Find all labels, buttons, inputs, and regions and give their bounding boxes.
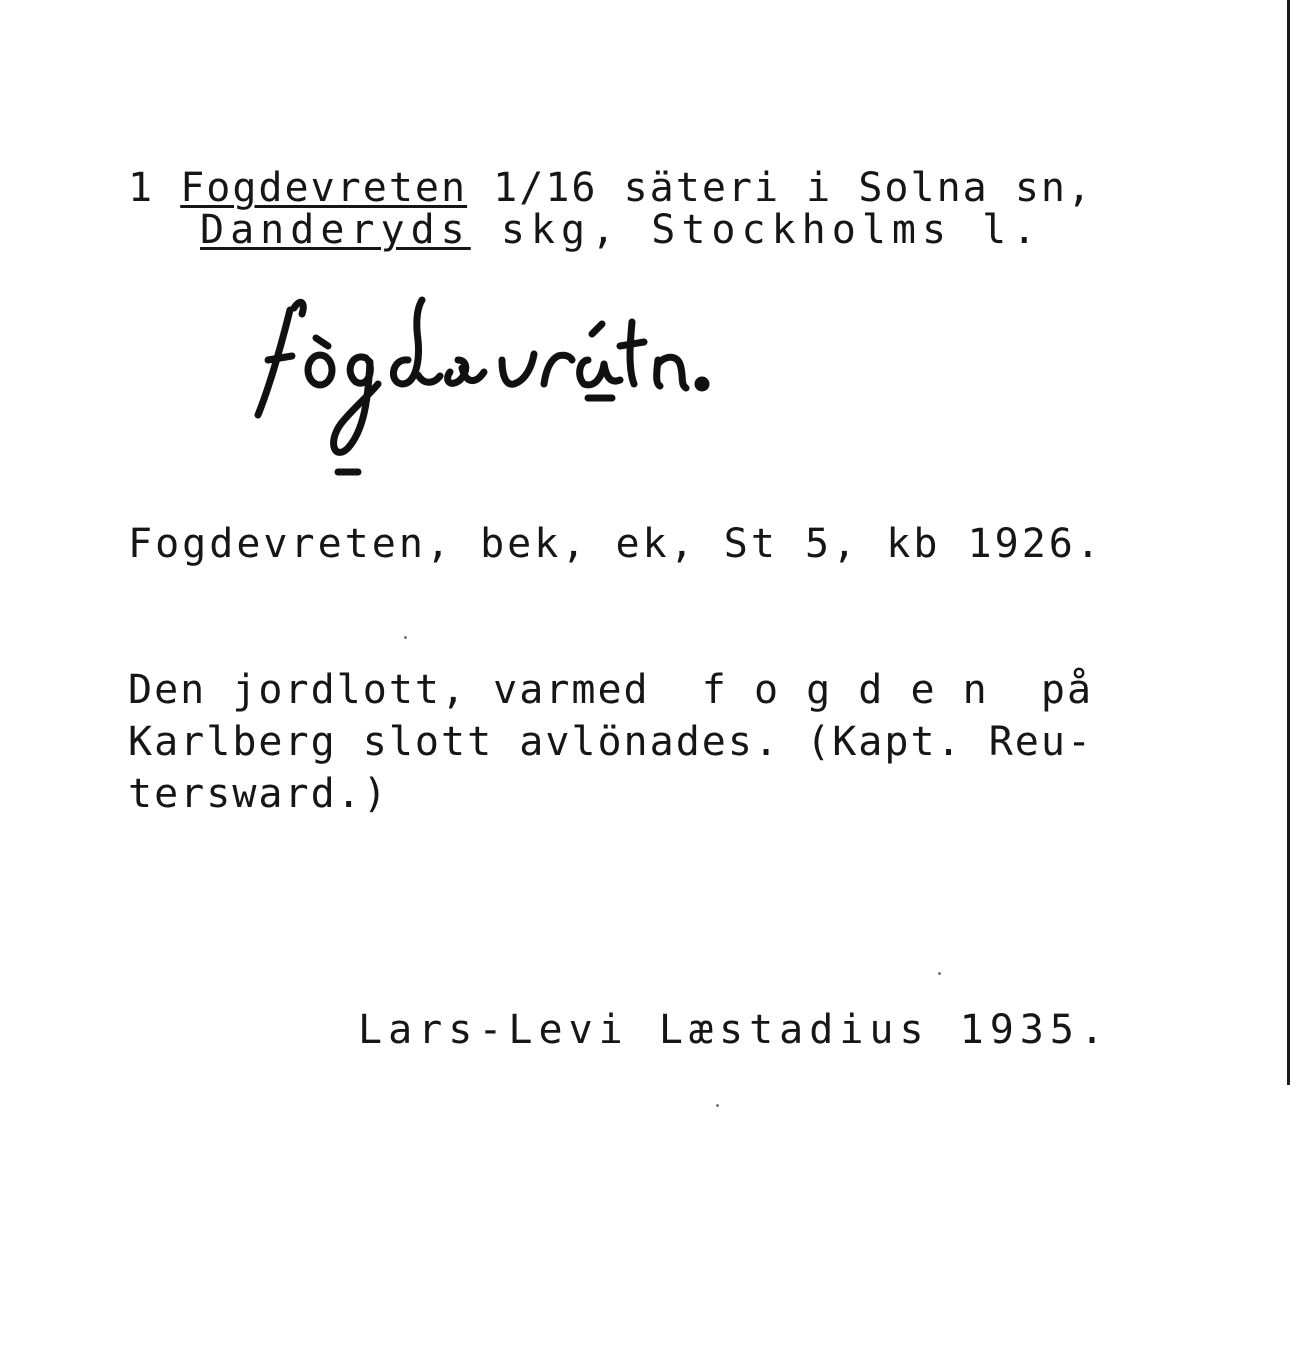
entry-number: 1 [128,165,155,211]
ink-speck [716,1104,719,1107]
parish-name: Danderyds [200,207,471,253]
heading-line-2-rest: skg, Stockholms l. [470,207,1043,253]
heading-line-1-rest: 1/16 säteri i Solna sn, [467,165,1094,211]
ink-speck [938,972,941,975]
explanation-line-3: tersward.) [128,771,389,817]
card-edge [1287,0,1290,1085]
explanation-line-2: Karlberg slott avlönades. (Kapt. Reu- [128,719,1094,765]
heading-line-2 [200,206,1042,254]
place-name: Fogdevreten [180,165,468,211]
ink-speck [404,636,407,639]
heading-line-1 [128,164,1093,212]
explanation-line-1: Den jordlott, varmed f o g d e n på [128,667,1094,713]
pronunciation-note: Fogdevreten, bek, ek, St 5, kb 1926. [128,521,1103,567]
signature: Lars-Levi Læstadius 1935. [358,1007,1111,1053]
handwritten-pronunciation [240,280,800,490]
